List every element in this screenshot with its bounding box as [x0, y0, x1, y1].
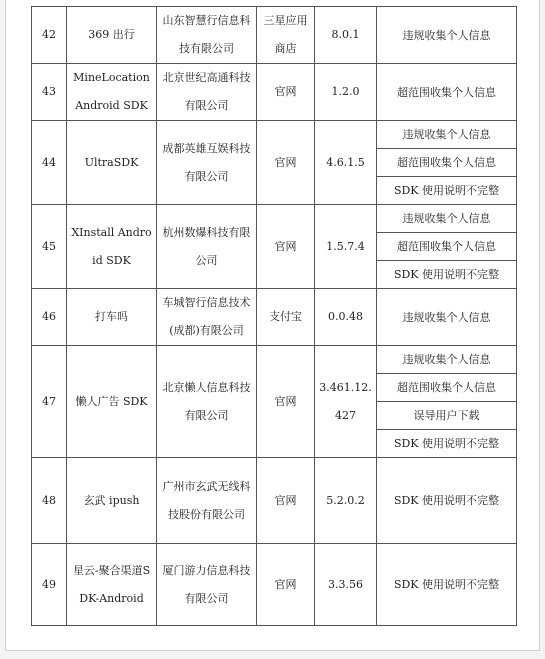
issue-cell — [377, 149, 517, 177]
source-cell — [257, 7, 315, 64]
version-cell-text: 1.2.0 — [331, 85, 360, 98]
row-number-cell — [32, 121, 67, 205]
row-number-cell-text: 45 — [42, 239, 56, 253]
issue-cell — [377, 177, 517, 205]
issue-cell — [377, 233, 517, 261]
version-cell — [315, 458, 377, 544]
table-row — [32, 64, 517, 121]
issue-cell — [377, 289, 517, 346]
issue-text: 超范围收集个人信息 — [397, 85, 496, 99]
developer-cell-text: 杭州数爆科技有限公司 — [162, 225, 251, 267]
issue-text: 超范围收集个人信息 — [397, 381, 496, 394]
sdk-name-cell-text: 打车吗 — [95, 310, 128, 323]
developer-cell-text: 成都英雄互娱科技有限公司 — [162, 141, 251, 183]
version-cell-text: 5.2.0.2 — [326, 493, 365, 507]
row-number-cell — [32, 7, 67, 64]
row-number-cell — [32, 544, 67, 626]
row-number-cell-text: 44 — [42, 155, 56, 169]
sdk-name-cell — [67, 205, 157, 289]
version-cell — [315, 121, 377, 205]
developer-cell-text: 北京世纪高通科技有限公司 — [162, 71, 251, 112]
source-cell-text: 官网 — [274, 239, 297, 253]
version-cell — [315, 7, 377, 64]
source-cell-text: 官网 — [274, 493, 297, 507]
developer-cell — [157, 544, 257, 626]
table-row — [32, 121, 517, 149]
row-number-cell — [32, 205, 67, 289]
issue-text: 超范围收集个人信息 — [397, 240, 496, 253]
source-cell-text: 官网 — [274, 85, 297, 98]
sdk-name-cell — [67, 544, 157, 626]
issue-text: SDK 使用说明不完整 — [393, 268, 500, 281]
sdk-name-cell-text: XInstall Android SDK — [71, 225, 152, 267]
row-number-cell-text: 49 — [42, 577, 56, 591]
version-cell — [315, 289, 377, 346]
issue-text: 违规收集个人信息 — [402, 212, 491, 225]
version-cell — [315, 64, 377, 121]
source-cell-text: 官网 — [274, 155, 297, 169]
source-cell-text: 三星应用商店 — [263, 14, 308, 55]
row-number-cell — [32, 346, 67, 458]
source-cell-text: 官网 — [274, 577, 297, 591]
sdk-table — [31, 6, 517, 626]
developer-cell — [157, 121, 257, 205]
sdk-name-cell — [67, 121, 157, 205]
sdk-name-cell — [67, 7, 157, 64]
issue-cell — [377, 346, 517, 374]
row-number-cell-text: 43 — [42, 85, 56, 98]
issue-cell — [377, 544, 517, 626]
row-number-cell-text: 46 — [42, 310, 56, 323]
sdk-name-cell-text: 星云-聚合渠道SDK-Android — [72, 563, 151, 605]
table-row — [32, 346, 517, 374]
issue-cell — [377, 205, 517, 233]
row-number-cell — [32, 64, 67, 121]
issue-text: SDK 使用说明不完整 — [393, 578, 500, 591]
issue-text: SDK 使用说明不完整 — [393, 494, 500, 507]
version-cell-text: 4.6.1.5 — [326, 155, 365, 169]
sdk-name-cell-text: MineLocation Android SDK — [73, 71, 150, 112]
sdk-name-cell — [67, 458, 157, 544]
sdk-name-cell — [67, 289, 157, 346]
version-cell-text: 3.461.12.427 — [319, 380, 372, 422]
source-cell — [257, 458, 315, 544]
sdk-name-cell — [67, 346, 157, 458]
issue-cell — [377, 458, 517, 544]
issue-cell — [377, 430, 517, 458]
version-cell-text: 0.0.48 — [328, 310, 363, 323]
issue-text: 超范围收集个人信息 — [397, 156, 496, 169]
issue-text: 误导用户下载 — [413, 409, 480, 422]
developer-cell-text: 北京懒人信息科技有限公司 — [162, 380, 251, 422]
sdk-name-cell-text: 懒人广告 SDK — [75, 394, 148, 408]
issue-cell — [377, 7, 517, 64]
row-number-cell-text: 47 — [42, 394, 56, 408]
version-cell — [315, 205, 377, 289]
issue-cell — [377, 64, 517, 121]
version-cell-text: 3.3.56 — [328, 577, 363, 591]
version-cell-text: 8.0.1 — [331, 28, 360, 41]
version-cell — [315, 346, 377, 458]
developer-cell-text: 广州市玄武无线科技股份有限公司 — [162, 479, 251, 521]
issue-text: 违规收集个人信息 — [402, 310, 491, 324]
developer-cell-text: 厦门游力信息科技有限公司 — [162, 563, 251, 605]
issue-cell — [377, 402, 517, 430]
table-row — [32, 205, 517, 233]
row-number-cell-text: 42 — [42, 28, 56, 41]
issue-text: 违规收集个人信息 — [402, 28, 491, 42]
source-cell — [257, 346, 315, 458]
developer-cell — [157, 205, 257, 289]
source-cell-text: 官网 — [274, 394, 297, 408]
issue-cell — [377, 121, 517, 149]
developer-cell — [157, 7, 257, 64]
issue-text: SDK 使用说明不完整 — [393, 184, 500, 197]
table-row — [32, 458, 517, 544]
version-cell — [315, 544, 377, 626]
sdk-name-cell-text: UltraSDK — [84, 155, 139, 169]
issue-text: SDK 使用说明不完整 — [393, 437, 500, 450]
source-cell — [257, 544, 315, 626]
developer-cell — [157, 64, 257, 121]
developer-cell-text: 山东智慧行信息科技有限公司 — [162, 14, 251, 55]
issue-cell — [377, 374, 517, 402]
row-number-cell — [32, 289, 67, 346]
sdk-table-body — [32, 7, 517, 626]
table-row — [32, 7, 517, 64]
sdk-name-cell — [67, 64, 157, 121]
issue-text: 违规收集个人信息 — [402, 128, 491, 141]
row-number-cell — [32, 458, 67, 544]
sdk-name-cell-text: 369 出行 — [88, 28, 135, 41]
developer-cell — [157, 346, 257, 458]
source-cell — [257, 64, 315, 121]
source-cell-text: 支付宝 — [269, 310, 302, 323]
issue-cell — [377, 261, 517, 289]
document-page — [5, 0, 540, 651]
sdk-name-cell-text: 玄武 ipush — [83, 493, 140, 507]
table-row — [32, 289, 517, 346]
source-cell — [257, 121, 315, 205]
row-number-cell-text: 48 — [42, 493, 56, 507]
source-cell — [257, 205, 315, 289]
developer-cell — [157, 458, 257, 544]
developer-cell — [157, 289, 257, 346]
developer-cell-text: 车城智行信息技术(成都)有限公司 — [162, 296, 251, 337]
issue-text: 违规收集个人信息 — [402, 353, 491, 366]
source-cell — [257, 289, 315, 346]
table-row — [32, 544, 517, 626]
version-cell-text: 1.5.7.4 — [326, 239, 365, 253]
